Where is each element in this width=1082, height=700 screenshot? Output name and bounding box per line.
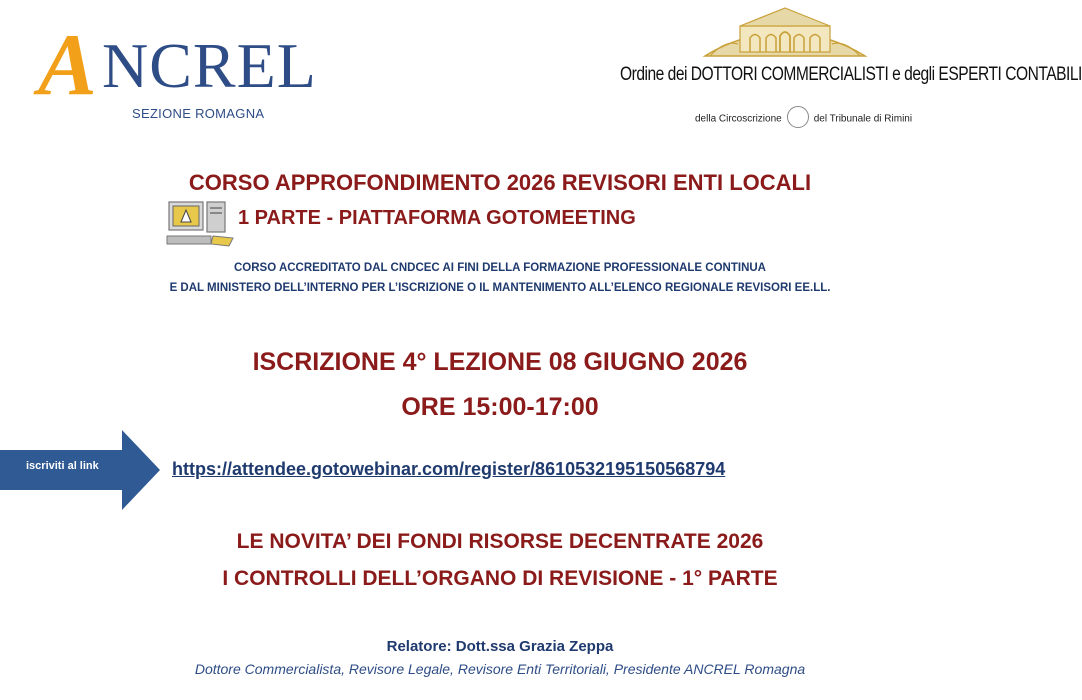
- registration-time: ORE 15:00-17:00: [401, 393, 599, 421]
- accreditation-line-1: CORSO ACCREDITATO DAL CNDCEC AI FINI DELLA FORMAZIONE PROFESSIONALE CONTINUA: [234, 262, 766, 274]
- topic-line-1: LE NOVITA’ DEI FONDI RISORSE DECENTRATE 2026: [236, 530, 764, 553]
- odcec-sub-left: della Circoscrizione: [695, 113, 782, 125]
- odcec-sub-right: del Tribunale di Rimini: [813, 113, 913, 125]
- odcec-subtitle: [695, 108, 912, 130]
- ancrel-logo-letter: A: [38, 17, 97, 114]
- ancrel-logo-name: NCREL: [102, 30, 317, 101]
- ancrel-section-label: SEZIONE ROMAGNA: [132, 106, 265, 121]
- building-icon: [700, 4, 870, 60]
- registration-title: ISCRIZIONE 4° LEZIONE 08 GIUGNO 2026: [252, 348, 748, 376]
- arrow-label: iscriviti al link: [26, 460, 99, 472]
- course-part: 1 PARTE - PIATTAFORMA GOTOMEETING: [238, 207, 636, 229]
- speaker-name: Relatore: Dott.ssa Grazia Zeppa: [386, 638, 614, 655]
- computer-icon: [165, 198, 235, 250]
- topic-line-2: I CONTROLLI DELL’ORGANO DI REVISIONE - 1° PARTE: [222, 567, 778, 590]
- accreditation-line-2: E DAL MINISTERO DELL’INTERNO PER L’ISCRIZIONE O IL MANTENIMENTO ALL’ELENCO REGIONALE REVISORI EE.LL.: [169, 282, 831, 294]
- course-title: CORSO APPROFONDIMENTO 2026 REVISORI ENTI LOCALI: [188, 170, 812, 195]
- registration-link[interactable]: https://attendee.gotowebinar.com/register/8610532195150568794: [172, 459, 726, 479]
- ancrel-logo: [38, 17, 348, 128]
- seal-icon: [787, 106, 809, 128]
- odcec-logo: [620, 4, 1082, 129]
- odcec-title: Ordine dei DOTTORI COMMERCIALISTI e degli ESPERTI CONTABILI: [620, 64, 1082, 85]
- speaker-description: Dottore Commercialista, Revisore Legale, Revisore Enti Territoriali, Presidente ANCREL Romagna: [194, 661, 806, 677]
